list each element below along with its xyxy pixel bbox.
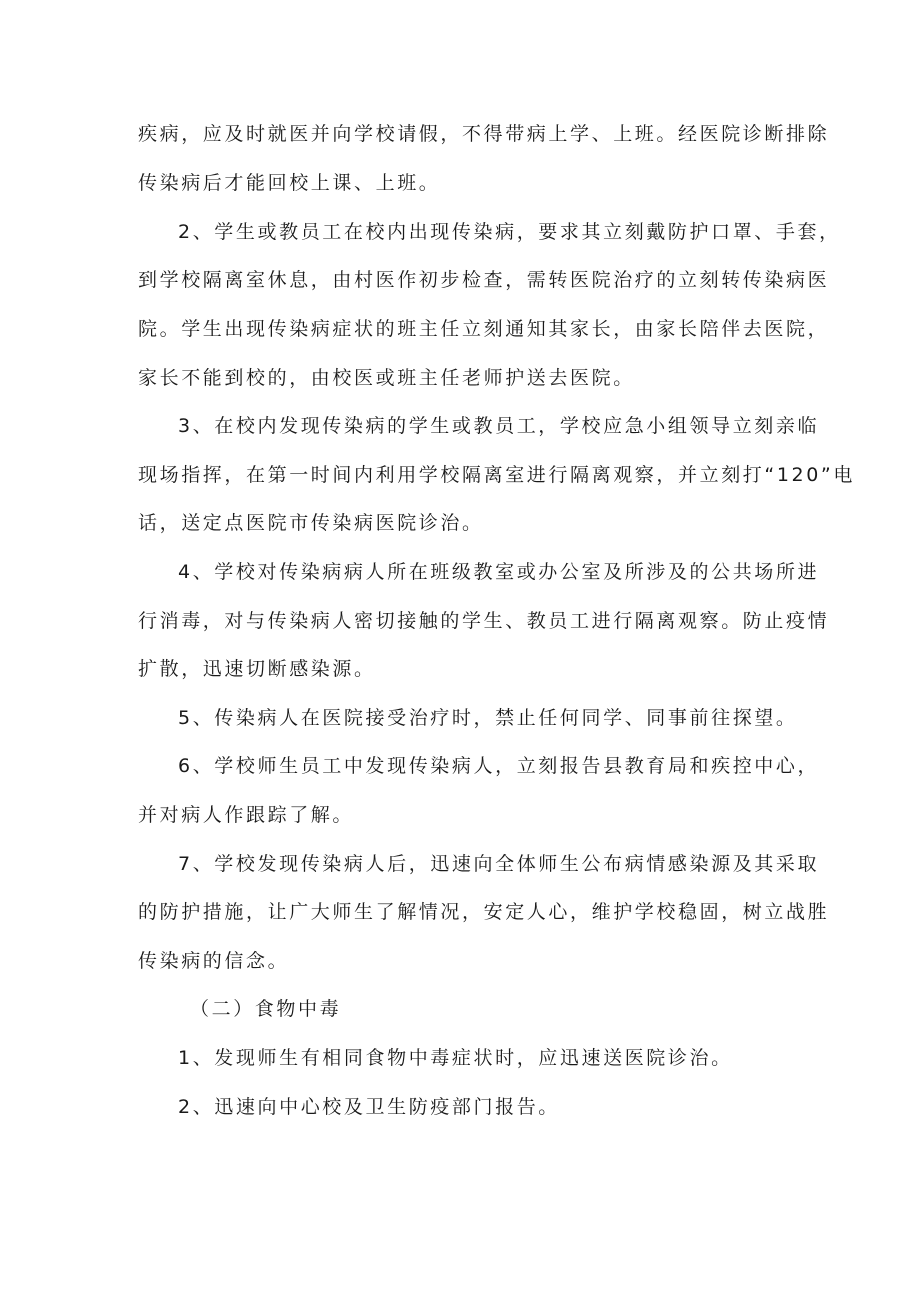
text-line: 并对病人作跟踪了解。 bbox=[138, 804, 355, 826]
text-line: 的防护措施，让广大师生了解情况，安定人心，维护学校稳固，树立战胜 bbox=[138, 901, 830, 923]
text-line: 家长不能到校的，由校医或班主任老师护送去医院。 bbox=[138, 367, 635, 389]
text-line: 疾病，应及时就医并向学校请假，不得带病上学、上班。经医院诊断排除 bbox=[138, 123, 830, 145]
text-line: 扩散，迅速切断感染源。 bbox=[138, 658, 376, 680]
text-line: 传染病的信念。 bbox=[138, 950, 290, 972]
paragraph-3-line: 3、在校内发现传染病的学生或教员工，学校应急小组领导立刻亲临 bbox=[178, 415, 820, 437]
text-line: 话，送定点医院市传染病医院诊治。 bbox=[138, 512, 484, 534]
paragraph-2-line: 2、学生或教员工在校内出现传染病，要求其立刻戴防护口罩、手套， bbox=[178, 221, 841, 243]
text-line: 传染病后才能回校上课、上班。 bbox=[138, 172, 441, 194]
paragraph-6-line: 6、学校师生员工中发现传染病人，立刻报告县教育局和疾控中心， bbox=[178, 755, 820, 777]
text-line: 院。学生出现传染病症状的班主任立刻通知其家长，由家长陪伴去医院， bbox=[138, 318, 830, 340]
paragraph-7-line: 7、学校发现传染病人后，迅速向全体师生公布病情感染源及其采取 bbox=[178, 853, 820, 875]
text-line: 现场指挥，在第一时间内利用学校隔离室进行隔离观察，并立刻打“120”电 bbox=[138, 464, 855, 486]
section-heading-food-poisoning: （二）食物中毒 bbox=[190, 998, 342, 1020]
food-item-2: 2、迅速向中心校及卫生防疫部门报告。 bbox=[178, 1096, 560, 1118]
paragraph-4-line: 4、学校对传染病病人所在班级教室或办公室及所涉及的公共场所进 bbox=[178, 561, 820, 583]
paragraph-5-line: 5、传染病人在医院接受治疗时，禁止任何同学、同事前往探望。 bbox=[178, 707, 798, 729]
text-line: 行消毒，对与传染病人密切接触的学生、教员工进行隔离观察。防止疫情 bbox=[138, 610, 830, 632]
text-line: 到学校隔离室休息，由村医作初步检查，需转医院治疗的立刻转传染病医 bbox=[138, 269, 830, 291]
food-item-1: 1、发现师生有相同食物中毒症状时，应迅速送医院诊治。 bbox=[178, 1047, 733, 1069]
